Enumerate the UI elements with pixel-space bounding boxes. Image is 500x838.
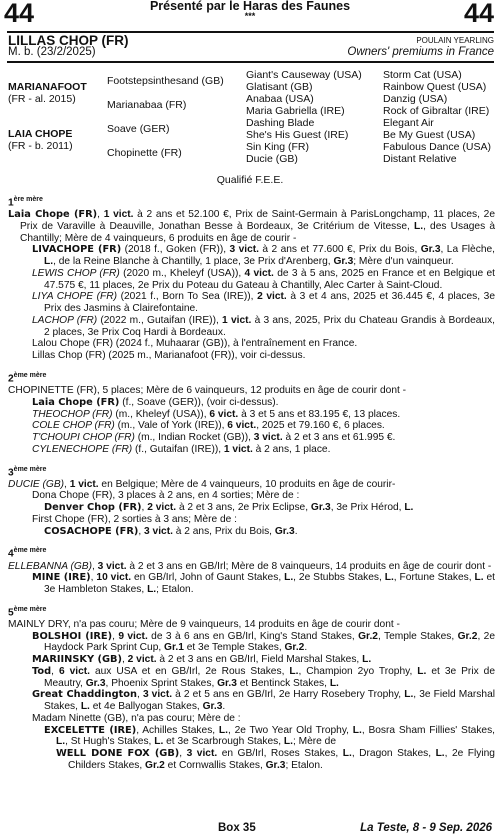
text-run: et 3e Hambleton Stakes, <box>44 572 495 596</box>
second-dam-produce-4 <box>8 432 495 444</box>
text-run: , 2e Haydock Park Sprint Cup, <box>44 630 495 654</box>
text-run: Lalou Chope (FR) (2024 f., Muhaarar (GB)), à l'entraînement en France. <box>32 338 358 350</box>
text-run: L. <box>362 654 372 666</box>
text-run: Gr.3 <box>217 677 237 689</box>
text-run: COSACHOPE (FR) <box>44 525 139 537</box>
first-dam-entry <box>8 209 495 244</box>
text-run: à 2 ans, Prix du Bois, <box>172 525 275 537</box>
text-run: L. <box>56 736 66 748</box>
text-run: 3 vict. <box>253 432 283 444</box>
text-run: Dona Chope (FR), 3 places à 2 ans, en 4 sorties; Mère de : <box>32 490 300 502</box>
text-run: en GB/Irl, John of Gaunt Stakes, <box>131 572 285 584</box>
presenter-stars: *** <box>244 11 256 21</box>
text-run: à 2 ans et 52.100 €, Prix de Saint-Germain à ParisLongchamp, 11 places, 2e Prix de Varaville à Deauville, Jonathan Besse à Bordeaux, 3e Critérium de Vitesse, <box>20 209 495 232</box>
text-run: (f., Gutaifan (IRE)), <box>132 443 224 455</box>
third-dam-grandproduce-1 <box>8 502 495 514</box>
text-run: (2022 m., Gutaifan (IRE)), <box>97 314 223 326</box>
pedigree-gen4-8: Distant Relative <box>383 153 457 165</box>
text-run: 3 vict. <box>142 689 173 701</box>
text-run: et 3e Temple Stakes, <box>183 642 285 654</box>
text-run: ème mère <box>13 465 47 473</box>
text-run: Gr.3 <box>85 677 106 689</box>
text-run: LEWIS CHOP (FR) <box>32 267 120 279</box>
text-run: First Chope (FR), 2 sorties à 3 ans; Mère de : <box>32 513 237 525</box>
presenter-text: Présenté par le Haras des Faunes <box>149 0 351 13</box>
text-run: Great Chaddington <box>32 689 138 701</box>
text-run: ; Mère de <box>292 736 337 748</box>
text-run: MAINLY DRY, n'a pas couru; Mère de 9 vainqueurs, 14 produits en âge de courir dont - <box>8 618 400 630</box>
text-run: Gr.2 <box>457 630 478 642</box>
text-run: Gr.3 <box>274 525 295 537</box>
text-run: 5 <box>8 607 14 619</box>
text-run: Gr.2 <box>284 642 305 654</box>
text-run: ère mère <box>13 196 43 203</box>
horse-category: POULAIN YEARLING <box>416 36 494 45</box>
text-run: L. <box>404 689 414 701</box>
fifth-dam-produce-5 <box>8 713 495 725</box>
text-run: aux USA et en GB/Irl, 2e Rous Stakes, <box>89 665 290 677</box>
text-run: , 3e Prix Hérod, <box>330 502 405 514</box>
text-run: 3 <box>8 466 14 478</box>
text-run: , <box>97 209 104 221</box>
text-run: de 3 à 5 ans, 2025 en France et en Belgique et 47.575 €, 11 places, 2e Prix du Poteau du Gateau à Chantilly, Alec Carter à Saint-Cloud. <box>44 267 495 291</box>
third-dam-produce-2 <box>8 514 495 526</box>
presenter-header <box>0 0 500 20</box>
text-run: L. <box>147 584 157 596</box>
text-run: LIYA CHOPE (FR) <box>32 291 117 303</box>
text-run: , <box>137 689 143 701</box>
text-run: Gr.1 <box>164 642 184 654</box>
text-run: (m., Indian Rocket (GB)), <box>134 432 254 444</box>
horse-description: M. b. (23/2/2025) <box>8 46 96 58</box>
fifth-dam-produce-4 <box>8 689 495 713</box>
text-run: à 3 et 4 ans, 2025 et 36.445 €, 4 places, 3e Prix des Jasmins à Clairefontaine. <box>44 291 495 315</box>
text-run: , Temple Stakes, <box>377 630 458 642</box>
text-run: , <box>138 525 145 537</box>
sire-block <box>8 82 87 105</box>
text-run: et 3e Prix de Meautry, <box>44 665 495 689</box>
text-run: Gr.3 <box>202 701 223 713</box>
text-run: , <box>179 748 187 760</box>
text-run: , <box>141 502 148 514</box>
pedigree-gen4-5: Elegant Air <box>383 117 434 129</box>
text-run: 2 <box>8 373 14 385</box>
text-run: Laia Chope (FR) <box>8 209 98 221</box>
text-run: 6 vict. <box>209 408 239 420</box>
text-run: L. <box>283 736 293 748</box>
pedigree-gen3-2: Glatisant (GB) <box>246 81 313 93</box>
pedigree-gen4-6: Be My Guest (USA) <box>383 129 476 141</box>
third-dam-entry <box>8 479 495 491</box>
text-run: COLE CHOP (FR) <box>32 420 115 432</box>
text-run: , <box>112 630 119 642</box>
text-run: à 2 ans et 77.600 €, Prix du Bois, <box>258 244 421 256</box>
text-run: à 2 et 5 ans en GB/Irl, 2e Harry Rosebery Trophy, <box>172 689 405 701</box>
text-run: L. <box>284 572 294 584</box>
text-run: L. <box>44 256 54 268</box>
text-run: , <box>51 665 59 677</box>
pedigree-gen4-1: Storm Cat (USA) <box>383 69 462 81</box>
female-family-section <box>8 194 495 772</box>
pedigree-gen4-7: Fabulous Dance (USA) <box>383 141 491 153</box>
text-run: 2 vict. <box>147 502 177 514</box>
text-run: Gr.3 <box>310 502 331 514</box>
text-run: . <box>294 525 298 537</box>
first-dam-produce-1 <box>8 244 495 268</box>
text-run: 2 vict. <box>257 291 287 303</box>
text-run: à 2 ans, 1 place. <box>252 443 331 455</box>
text-run: 9 vict. <box>118 630 148 642</box>
text-run: L. <box>404 502 414 514</box>
text-run: Gr.3 <box>265 759 286 771</box>
section-third-dam <box>8 464 495 479</box>
section-second-dam <box>8 370 495 385</box>
dam-block <box>8 129 73 152</box>
text-run: 1 vict. <box>69 478 99 490</box>
text-run: 1 vict. <box>103 209 134 221</box>
text-run: 1 vict. <box>223 443 253 455</box>
pedigree-gen2-4: Chopinette (FR) <box>107 147 182 159</box>
text-run: et 4e Ballyogan Stakes, <box>89 701 203 713</box>
first-dam-produce-2 <box>8 268 495 292</box>
text-run: 1 <box>8 197 14 209</box>
text-run: à 2 et 3 ans, 2e Prix Eclipse, <box>176 502 311 514</box>
text-run: ème mère <box>13 605 47 613</box>
fourth-dam-entry <box>8 561 495 573</box>
text-run: de 3 à 6 ans en GB/Irl, King's Stand Stakes, <box>147 630 359 642</box>
text-run: L. <box>352 724 362 736</box>
text-run: à 2 et 3 ans en GB/Irl; Mère de 8 vainqueurs, 14 produits en âge de courir dont - <box>126 560 492 572</box>
text-run: (m., Kheleyf (USA)), <box>112 408 210 420</box>
lot-number-right: 44 <box>463 0 494 28</box>
text-run: WELL DONE FOX (GB) <box>56 748 180 760</box>
text-run: 1 vict. <box>222 314 252 326</box>
text-run: MARIINSKY (GB) <box>32 654 122 666</box>
text-run: Tod <box>32 665 52 677</box>
first-dam-produce-3 <box>8 291 495 315</box>
third-dam-grandproduce-2 <box>8 526 495 538</box>
text-run: MINE (IRE) <box>32 572 91 584</box>
fifth-dam-entry <box>8 619 495 631</box>
text-run: ELLEBANNA (GB) <box>8 560 92 572</box>
sire-info: (FR - al. 2015) <box>8 92 76 105</box>
text-run: LIVACHOPE (FR) <box>32 244 122 256</box>
pedigree-gen3-8: Ducie (GB) <box>246 153 298 165</box>
text-run: CYLENECHOPE (FR) <box>32 443 133 455</box>
pedigree-gen3-1: Giant's Causeway (USA) <box>246 69 362 81</box>
text-run: . <box>222 701 226 713</box>
text-run: 4 vict. <box>244 267 274 279</box>
text-run: Gr.3 <box>333 256 354 268</box>
text-run: , de la Reine Blanche à Chantilly, 1 place, 3e Prix d'Arenberg, <box>53 256 334 268</box>
text-run: , Fortune Stakes, <box>393 572 475 584</box>
pedigree-gen4-4: Rock of Gibraltar (IRE) <box>383 105 490 117</box>
text-run: EXCELETTE (IRE) <box>44 724 137 736</box>
text-run: , St Hugh's Stakes, <box>65 736 155 748</box>
text-run: , <box>121 654 128 666</box>
text-run: (m., Vale of York (IRE)), <box>114 420 228 432</box>
first-dam-produce-6 <box>8 350 495 362</box>
text-run: , Achilles Stakes, <box>136 724 219 736</box>
text-run: Madam Ninette (GB), n'a pas couru; Mère de : <box>32 712 241 724</box>
text-run: DUCIE (GB) <box>8 478 65 490</box>
text-run: Gr.2 <box>358 630 378 642</box>
text-run: à 3 et 5 ans et 83.195 €, 13 places. <box>238 408 401 420</box>
text-run: et Bentinck Stakes, <box>236 677 330 689</box>
dam-info: (FR - b. 2011) <box>8 139 73 152</box>
text-run: , Dragon Stakes, <box>351 748 436 760</box>
text-run: CHOPINETTE (FR), 5 places; Mère de 6 vainqueurs, 12 produits en âge de courir dont - <box>8 385 407 397</box>
text-run: Gr.3 <box>420 244 441 256</box>
text-run: , 2e Stubbs Stakes, <box>293 572 385 584</box>
text-run: 3 vict. <box>97 560 127 572</box>
horse-subtitle-row <box>8 46 494 58</box>
text-run: , 3e Field Marshal Stakes, <box>44 689 495 713</box>
text-run: LACHOP (FR) <box>32 314 98 326</box>
first-dam-produce-5 <box>8 338 495 350</box>
text-run: , <box>90 572 97 584</box>
text-run: T'CHOUPI CHOP (FR) <box>32 432 135 444</box>
text-run: L. <box>414 220 424 232</box>
horse-name: LILLAS CHOP (FR) <box>8 33 129 48</box>
dam-name: LAIA CHOPE <box>8 128 73 140</box>
text-run: L. <box>474 572 484 584</box>
text-run: , Champion 2yo Trophy, <box>298 665 418 677</box>
section-fifth-dam <box>8 604 495 619</box>
text-run: THEOCHOP (FR) <box>32 408 113 420</box>
pedigree-gen3-5: Dashing Blade <box>246 117 315 129</box>
pedigree-gen4-2: Rainbow Quest (USA) <box>383 81 487 93</box>
text-run: L. <box>417 665 427 677</box>
third-dam-produce-1 <box>8 490 495 502</box>
text-run: L. <box>329 677 339 689</box>
text-run: , <box>91 560 98 572</box>
text-run: 10 vict. <box>96 572 132 584</box>
text-run: (f., Soave (GER)), (voir ci-dessus). <box>119 396 279 408</box>
text-run: BOLSHOI (IRE) <box>32 630 113 642</box>
text-run: L. <box>435 748 445 760</box>
text-run: . <box>304 642 308 654</box>
text-run: , <box>64 478 70 490</box>
text-run: et Cornwallis Stakes, <box>164 759 266 771</box>
text-run: ; Etalon. <box>285 759 323 771</box>
second-dam-produce-2 <box>8 409 495 421</box>
qualification: Qualifié F.E.E. <box>216 174 284 186</box>
second-dam-produce-1 <box>8 397 495 409</box>
text-run: et 3e Scarbrough Stakes, <box>163 736 284 748</box>
text-run: 6 vict. <box>58 665 90 677</box>
text-run: L. <box>384 572 394 584</box>
text-run: à 2 et 3 ans en GB/Irl, Field Marshal Stakes, <box>156 654 363 666</box>
pedigree-rule <box>7 61 494 63</box>
lot-number-left: 44 <box>4 0 35 28</box>
sire-name: MARIANAFOOT <box>8 81 87 93</box>
text-run: (2021 f., Born To Sea (IRE)), <box>116 291 258 303</box>
text-run: 3 vict. <box>186 748 218 760</box>
text-run: 6 vict. <box>227 420 257 432</box>
text-run: 2 vict. <box>127 654 157 666</box>
text-run: Laia Chope (FR) <box>32 396 120 408</box>
text-run: ; Mère d'un vainqueur. <box>353 256 454 268</box>
box-number: Box 35 <box>218 822 256 834</box>
second-dam-entry <box>8 385 495 397</box>
text-run: , 2025 et 79.160 €, 6 places. <box>256 420 385 432</box>
text-run: L. <box>80 701 90 713</box>
text-run: 3 vict. <box>144 525 173 537</box>
text-run: L. <box>154 736 164 748</box>
owners-premiums: Owners' premiums in France <box>347 46 494 58</box>
text-run: L. <box>218 724 228 736</box>
text-run: ème mère <box>13 547 47 555</box>
pedigree-gen3-3: Anabaa (USA) <box>246 93 314 105</box>
text-run: à 3 ans, 2025, Prix du Chateau Grandis à Bordeaux, 2 places, 3e Prix Coq Hardi à Bordeaux. <box>44 314 495 338</box>
text-run: 3 vict. <box>229 244 259 256</box>
text-run: , 2e Flying Childers Stakes, <box>68 748 495 771</box>
section-first-dam <box>8 194 495 209</box>
text-run: en GB/Irl, Roses Stakes, <box>217 748 343 760</box>
text-run: , Bosra Sham Fillies' Stakes, <box>361 724 495 736</box>
text-run: Lillas Chop (FR) (2025 m., Marianafoot (FR)), voir ci-dessus. <box>32 350 306 362</box>
fourth-dam-produce-1 <box>8 572 495 596</box>
text-run: Denver Chop (FR) <box>44 502 142 514</box>
text-run: 4 <box>8 548 14 560</box>
second-dam-produce-3 <box>8 420 495 432</box>
text-run: en Belgique; Mère de 4 vainqueurs, 10 produits en âge de courir- <box>98 478 396 490</box>
pedigree-gen2-3: Soave (GER) <box>107 123 170 135</box>
fifth-dam-grandproduce-1 <box>8 725 495 749</box>
text-run: (2020 m., Kheleyf (USA)), <box>119 267 245 279</box>
text-run: , La Flèche, <box>440 244 495 256</box>
fifth-dam-great-grandproduce-1 <box>8 748 495 772</box>
text-run: à 2 et 3 ans et 61.995 €. <box>282 432 396 444</box>
text-run: ; Etalon. <box>156 584 194 596</box>
text-run: , 2e Two Year Old Trophy, <box>227 724 353 736</box>
fifth-dam-produce-3 <box>8 666 495 690</box>
text-run: L. <box>342 748 352 760</box>
text-run: Gr.2 <box>145 759 165 771</box>
text-run: L. <box>289 665 299 677</box>
text-run: (2018 f., Goken (FR)), <box>121 244 230 256</box>
section-fourth-dam <box>8 545 495 560</box>
pedigree-gen3-7: Sin King (FR) <box>246 141 310 153</box>
pedigree-gen4-3: Danzig (USA) <box>383 93 448 105</box>
fifth-dam-produce-1 <box>8 631 495 655</box>
pedigree-gen2-1: Footstepsinthesand (GB) <box>107 75 224 87</box>
second-dam-produce-5 <box>8 444 495 456</box>
first-dam-produce-4 <box>8 315 495 339</box>
text-run: , Phoenix Sprint Stakes, <box>105 677 218 689</box>
pedigree-gen3-6: She's His Guest (IRE) <box>246 129 349 141</box>
text-run: ème mère <box>13 371 47 379</box>
text-run: , des Usages à Chantilly; Mère de 4 vainqueurs, 6 produits en âge de courir - <box>20 220 495 244</box>
sale-event: La Teste, 8 - 9 Sep. 2026 <box>360 822 492 834</box>
pedigree-gen3-4: Maria Gabriella (IRE) <box>246 105 345 117</box>
fifth-dam-produce-2 <box>8 654 495 666</box>
pedigree-gen2-2: Marianabaa (FR) <box>107 99 187 111</box>
